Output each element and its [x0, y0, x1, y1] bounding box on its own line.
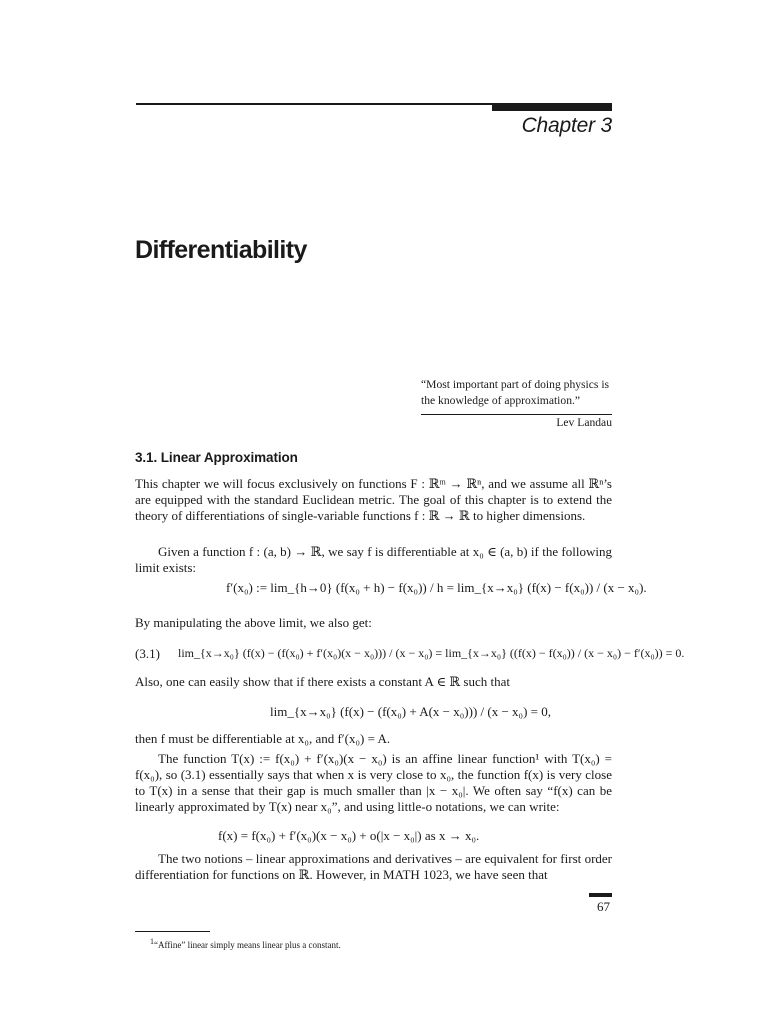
equation-constant-limit: lim_{x→x₀} (f(x) − (f(x₀) + A(x − x₀))) / (x − x₀) = 0,	[270, 704, 551, 719]
page-number-rule	[589, 893, 612, 897]
paragraph-affine: The function T(x) := f(x₀) + f′(x₀)(x − x₀) is an affine linear function¹ with T(x₀) = f(x₀), so (3.1) essentially says that when x is very close to x₀, the function f(x) is very close to T(x) in a sense that their gap is much smaller than |x − x₀|. We often say “f(x) can be linearly approximated by T(x) near x₀”, and using little-o notations, we can write:	[135, 751, 612, 814]
paragraph-manipulation: By manipulating the above limit, we also get:	[135, 615, 372, 630]
page-number: 67	[597, 899, 610, 914]
paragraph-conclusion: then f must be differentiable at x₀, and f′(x₀) = A.	[135, 731, 391, 746]
footnote	[150, 937, 341, 950]
paragraph-definition: Given a function f : (a, b) → ℝ, we say f is differentiable at x₀ ∈ (a, b) if the following limit exists:	[135, 544, 612, 575]
equation-little-o: f(x) = f(x₀) + f′(x₀)(x − x₀) + o(|x − x₀|) as x → x₀.	[218, 828, 480, 843]
epigraph-rule	[421, 414, 612, 415]
paragraph-equivalence: The two notions – linear approximations and derivatives – are equivalent for first order differentiation for functions on ℝ. However, in MATH 1023, we have seen that	[135, 851, 612, 882]
equation-label: (3.1)	[135, 646, 160, 661]
equation-derivative-definition: f′(x₀) := lim_{h→0} (f(x₀ + h) − f(x₀)) / h = lim_{x→x₀} (f(x) − f(x₀)) / (x − x₀).	[226, 580, 647, 595]
epigraph-author: Lev Landau	[556, 416, 612, 429]
chapter-title: Differentiability	[135, 236, 307, 264]
paragraph-intro: This chapter we will focus exclusively on functions F : ℝᵐ → ℝⁿ, and we assume all ℝⁿ’s are equipped with the standard Euclidean metric. The goal of this chapter is to extend the theory of differentiations of single-variable functions f : ℝ → ℝ to higher dimensions.	[135, 476, 612, 523]
footnote-mark: 1	[150, 937, 154, 946]
chapter-label: Chapter 3	[521, 114, 612, 137]
epigraph-quote: “Most important part of doing physics is the knowledge of approximation.”	[421, 378, 610, 407]
paragraph-constant: Also, one can easily show that if there exists a constant A ∈ ℝ such that	[135, 674, 510, 689]
footnote-rule	[135, 931, 210, 932]
equation-linear-approximation: lim_{x→x₀} (f(x) − (f(x₀) + f′(x₀)(x − x₀))) / (x − x₀) = lim_{x→x₀} ((f(x) − f(x₀)) / (x − x₀) − f′(x₀)) = 0.	[178, 646, 685, 660]
footnote-text: “Affine” linear simply means linear plus a constant.	[154, 940, 341, 950]
section-heading: 3.1. Linear Approximation	[135, 450, 298, 465]
header-rule-accent	[492, 104, 612, 111]
